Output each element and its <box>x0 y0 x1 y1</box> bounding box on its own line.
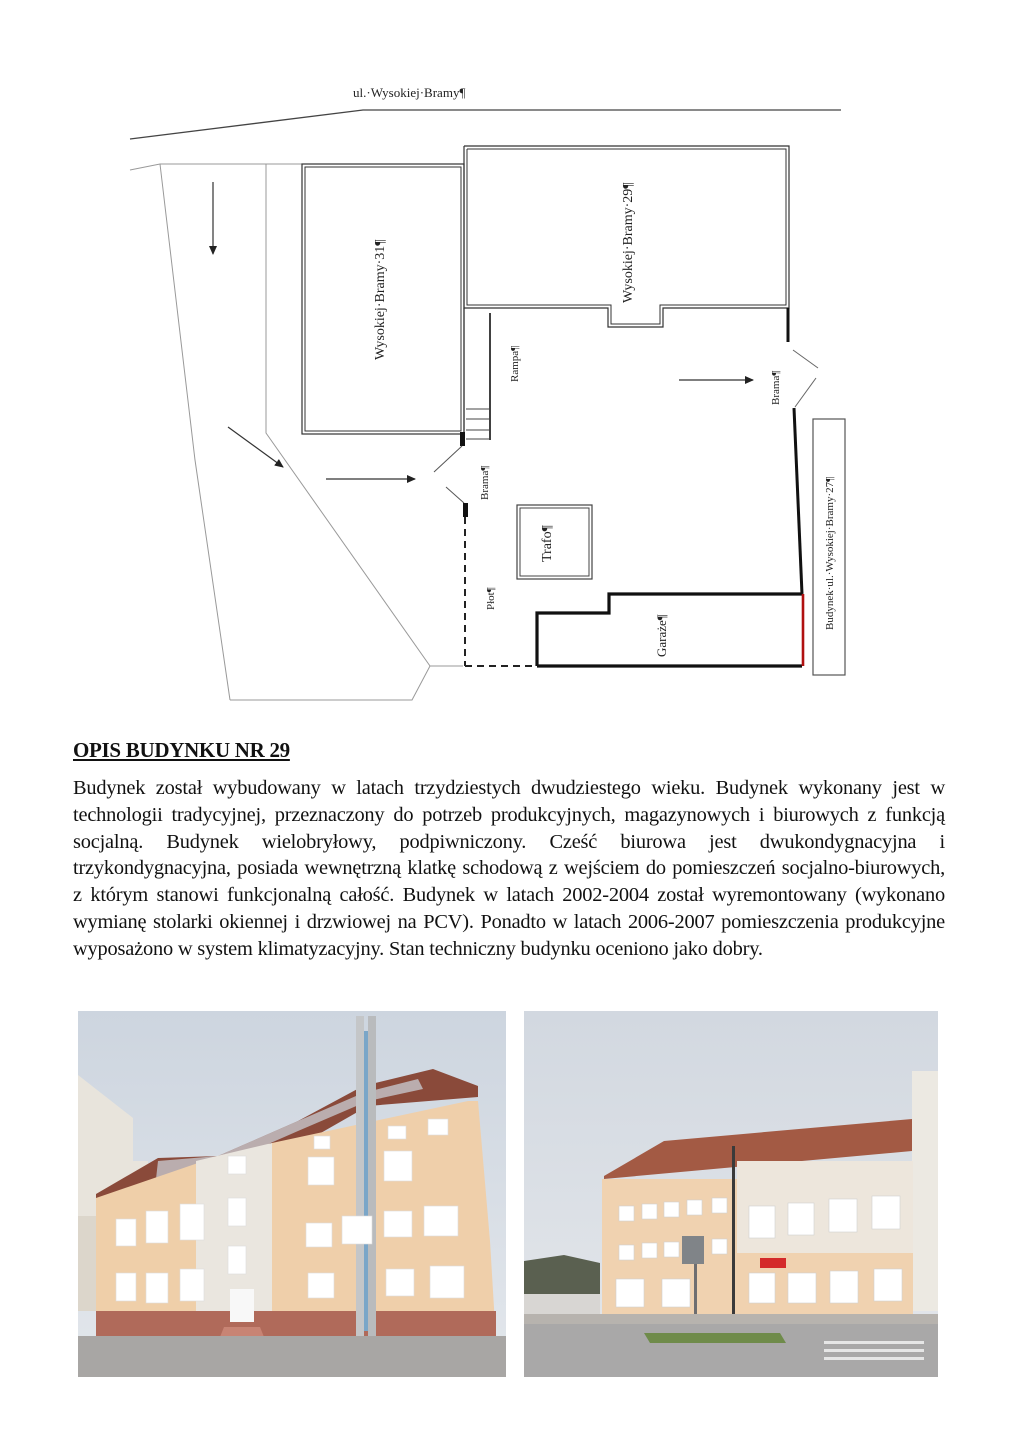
gate-left <box>434 432 491 517</box>
gate-right-label: Brama¶ <box>770 370 782 405</box>
arrows <box>213 182 753 479</box>
photo-courtyard <box>78 1011 506 1377</box>
building-27-label: Budynek·ul.·Wysokiej·Bramy·27¶ <box>824 476 836 630</box>
description-paragraph: Budynek został wybudowany w latach trzydziestych dwudziestego wieku. Budynek wykonany jest w technologii tradycyjnej, przeznaczony do potrzeb produkcyjnych, magazynowych i biurowych z funkcją socjalną. Budynek wielobryłowy, podpiwniczony. Cześć biurowa jest dwukondygnacyjna i trzykondygnacyjna, posiada wewnętrzną klatkę schodową z wejściem do pomieszczeń socjalno-biurowych, z którym stanowi funkcjonalną całość. Budynek w latach 2002-2004 został wyremontowany (wykonano wymianę stolarki okiennej i drzwiowej na PCV). Ponadto w latach 2006-2007 pomieszczenia produkcyjne wyposażono w system klimatyzacyjny. Stan techniczny budynku oceniono jako dobry. <box>73 777 945 960</box>
building-27 <box>813 419 845 675</box>
arrow-diagonal-icon <box>228 427 283 467</box>
ramp <box>464 308 521 440</box>
street-edge <box>130 110 841 139</box>
building-31 <box>302 164 464 434</box>
photo-street <box>524 1011 938 1377</box>
transformer-label: Trafo¶ <box>540 525 555 562</box>
section-heading: OPIS BUDYNKU NR 29 <box>73 738 290 762</box>
left-lot-outline <box>130 164 463 700</box>
ramp-label: Rampa¶ <box>509 345 521 382</box>
building-31-label: Wysokiej·Bramy·31¶ <box>373 239 388 360</box>
fence-label: Płot¶ <box>485 587 497 610</box>
building-29 <box>464 146 789 327</box>
fence <box>465 517 537 666</box>
street-label: ul.·Wysokiej·Bramy¶ <box>353 85 466 100</box>
transformer <box>517 505 592 579</box>
building-29-label: Wysokiej·Bramy·29¶ <box>621 182 636 303</box>
gate-right <box>770 350 818 594</box>
garages-label: Garaże¶ <box>654 614 669 657</box>
garages <box>537 594 803 666</box>
gate-left-label: Brama¶ <box>479 465 491 500</box>
